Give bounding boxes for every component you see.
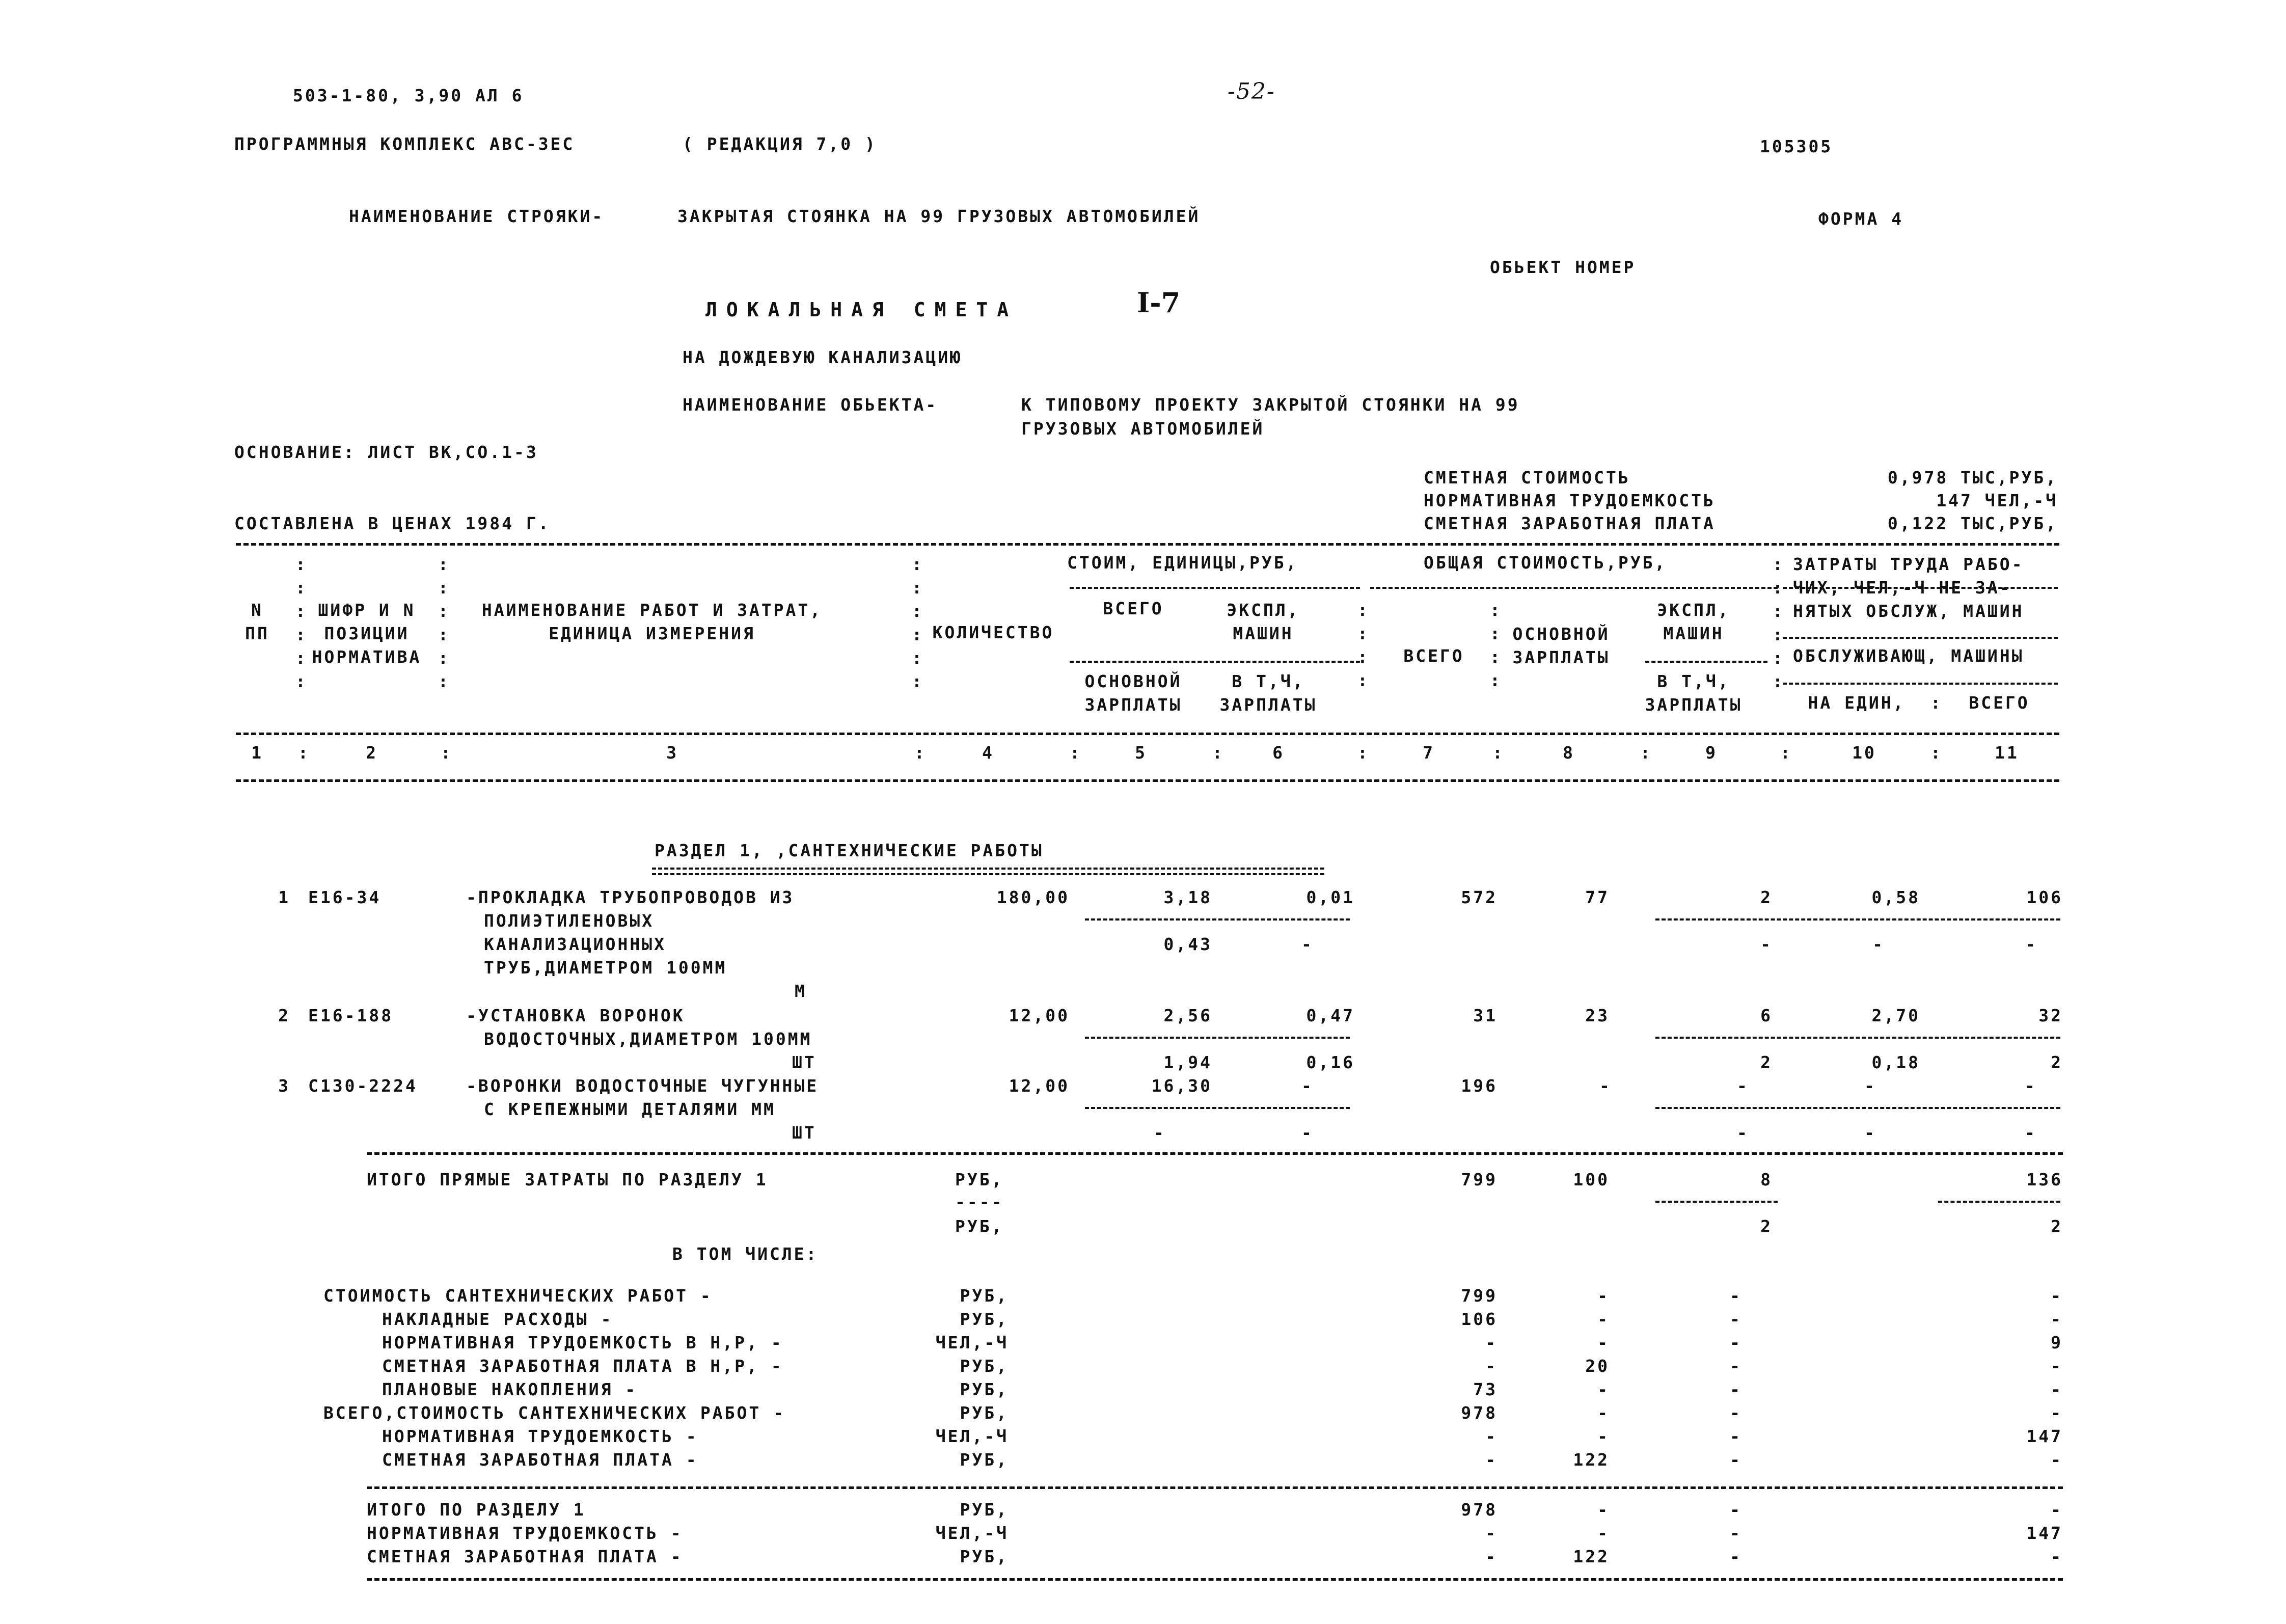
- object-label: НАИМЕНОВАНИЕ ОБЬЕКТА-: [683, 395, 938, 415]
- item-labor-per-unit: 2,70: [1871, 1006, 1920, 1025]
- row-machines: -: [1730, 1356, 1742, 1376]
- row-unit: ЧЕЛ,-Ч: [935, 1426, 1009, 1446]
- direct-total-machine-wages: 2: [1760, 1216, 1773, 1236]
- row-unit: РУБ,: [960, 1403, 1009, 1423]
- col-number: 10: [1852, 743, 1876, 763]
- col-number: 8: [1563, 743, 1575, 763]
- item-subrule: [1085, 1037, 1350, 1039]
- item-unit-total: 3,18: [1163, 887, 1212, 907]
- number-separators: :: [1357, 743, 1370, 763]
- item-labor-total: 106: [2026, 887, 2063, 907]
- row-wages: -: [1597, 1309, 1610, 1329]
- item-unit-machines: -: [1301, 1076, 1314, 1096]
- row-labor: 9: [2051, 1333, 2063, 1352]
- row-machines: -: [1730, 1379, 1742, 1399]
- row-wages: -: [1597, 1286, 1610, 1306]
- row-labor: -: [2051, 1286, 2063, 1306]
- direct-total-labor-machines: 2: [2051, 1216, 2063, 1236]
- row-label: ПЛАНОВЫЕ НАКОПЛЕНИЯ -: [382, 1379, 638, 1399]
- row-label: НОРМАТИВНАЯ ТРУДОЕМКОСТЬ -: [367, 1523, 683, 1543]
- item-code: С130-2224: [308, 1076, 418, 1096]
- item-name: С КРЕПЕЖНЫМИ ДЕТАЛЯМИ ММ: [484, 1099, 776, 1119]
- row-total: -: [1485, 1333, 1498, 1352]
- header-inner-rule: [1783, 637, 2058, 639]
- row-unit: РУБ,: [960, 1356, 1009, 1376]
- row-total: 978: [1461, 1500, 1498, 1520]
- item-code: Е16-34: [308, 887, 382, 907]
- row-wages: 122: [1573, 1547, 1610, 1566]
- col-number: 4: [982, 743, 994, 763]
- item-labor-per-unit: 0,58: [1871, 887, 1920, 907]
- row-total: -: [1485, 1426, 1498, 1446]
- header-inner-rule: [1070, 587, 1360, 589]
- item-quantity: 12,00: [1009, 1006, 1070, 1025]
- row-label: СТОИМОСТЬ САНТЕХНИЧЕСКИХ РАБОТ -: [323, 1286, 713, 1306]
- row-labor: -: [2051, 1403, 2063, 1423]
- row-wages: -: [1597, 1523, 1610, 1543]
- doc-code: 503-1-80, 3,90 АЛ 6: [293, 86, 524, 105]
- number-separators: :: [1780, 743, 1792, 763]
- item-subrule: [1655, 1107, 2060, 1109]
- col-header-unit-machines: ЭКСПЛ, МАШИН: [1227, 600, 1300, 643]
- item-quantity: 12,00: [1009, 1076, 1070, 1096]
- row-wages: -: [1597, 1379, 1610, 1399]
- col-header-unit-machine-wages: В Т,Ч, ЗАРПЛАТЫ: [1219, 671, 1317, 715]
- col-header-code: ШИФР И N ПОЗИЦИИ НОРМАТИВА: [312, 600, 422, 667]
- row-total: -: [1485, 1523, 1498, 1543]
- item-labor-total: 32: [2038, 1006, 2063, 1025]
- item-name: ПОЛИЭТИЛЕНОВЫХ: [484, 911, 655, 931]
- row-total: -: [1485, 1547, 1498, 1566]
- col-header-unit-cost: СТОИМ, ЕДИНИЦЫ,РУБ,: [1067, 553, 1298, 573]
- site-label: НАИМЕНОВАНИЕ СТРОЯКИ-: [349, 206, 605, 226]
- page-number: -52-: [1228, 78, 1275, 104]
- item-unit-machine-wages: -: [1301, 1123, 1314, 1143]
- header-separators: : : : : : :: [912, 554, 924, 691]
- row-machines: -: [1730, 1403, 1742, 1423]
- col-header-total: ВСЕГО: [1403, 646, 1464, 666]
- direct-total-unit-dash: ----: [955, 1192, 1004, 1212]
- col-header-labor-machines: ОБСЛУЖИВАЮЩ, МАШИНЫ: [1793, 646, 2024, 666]
- item-unit-total: 16,30: [1151, 1076, 1212, 1096]
- row-wages: 20: [1585, 1356, 1610, 1376]
- header-bottom-rule: [236, 733, 2059, 735]
- item-subrule: [1085, 918, 1350, 921]
- header-inner-rule: [1070, 661, 1360, 663]
- item-labor-machines-total: 2: [2051, 1052, 2063, 1072]
- row-unit: ЧЕЛ,-Ч: [935, 1333, 1009, 1352]
- row-machines: -: [1730, 1523, 1742, 1543]
- item-machine-wages: -: [1737, 1123, 1749, 1143]
- item-number: 2: [278, 1006, 290, 1025]
- item-labor-machines-per-unit: -: [1864, 1123, 1876, 1143]
- section-underline: [652, 873, 1324, 875]
- item-total: 572: [1461, 887, 1498, 907]
- row-wages: 122: [1573, 1450, 1610, 1470]
- row-machines: -: [1730, 1333, 1742, 1352]
- section-total-bottom-rule: [367, 1578, 2063, 1581]
- row-labor: -: [2051, 1450, 2063, 1470]
- item-name: -УСТАНОВКА ВОРОНОК: [466, 1006, 685, 1025]
- object-name-line1: К ТИПОВОМУ ПРОЕКТУ ЗАКРЫТОЙ СТОЯНКИ НА 99: [1021, 395, 1520, 415]
- header-top-rule: [236, 543, 2059, 546]
- row-wages: -: [1597, 1426, 1610, 1446]
- row-label: НАКЛАДНЫЕ РАСХОДЫ -: [382, 1309, 613, 1329]
- header-separators: : : : :: [1357, 600, 1370, 690]
- item-unit-machine-wages: -: [1301, 934, 1314, 954]
- row-machines: -: [1730, 1500, 1742, 1520]
- row-unit: РУБ,: [960, 1500, 1009, 1520]
- item-labor-machines-per-unit: 0,18: [1871, 1052, 1920, 1072]
- row-labor: 147: [2026, 1426, 2063, 1446]
- row-label: ИТОГО ПО РАЗДЕЛУ 1: [367, 1500, 586, 1520]
- item-unit-wages: -: [1154, 1123, 1166, 1143]
- item-unit-machines: 0,47: [1306, 1006, 1355, 1025]
- row-label: СМЕТНАЯ ЗАРАБОТНАЯ ПЛАТА В Н,Р, -: [382, 1356, 783, 1376]
- price-basis: СОСТАВЛЕНА В ЦЕНАХ 1984 Г.: [234, 513, 551, 533]
- item-total: 196: [1461, 1076, 1498, 1096]
- row-labor: -: [2051, 1547, 2063, 1566]
- row-unit: ЧЕЛ,-Ч: [935, 1523, 1009, 1543]
- item-labor-total: -: [2025, 1076, 2037, 1096]
- item-name: КАНАЛИЗАЦИОННЫХ: [484, 934, 667, 954]
- item-wages: 23: [1585, 1006, 1610, 1025]
- row-labor: -: [2051, 1500, 2063, 1520]
- item-unit: М: [795, 981, 807, 1001]
- including-label: В ТОМ ЧИСЛЕ:: [672, 1244, 819, 1264]
- header-separators: :: [1930, 693, 1943, 713]
- row-labor: -: [2051, 1379, 2063, 1399]
- document-title: ЛОКАЛЬНАЯ СМЕТА: [705, 299, 1018, 321]
- basis: ОСНОВАНИЕ: ЛИСТ ВК,СО.1-3: [234, 442, 538, 462]
- item-labor-machines-total: -: [2025, 1123, 2037, 1143]
- row-label: НОРМАТИВНАЯ ТРУДОЕМКОСТЬ -: [382, 1426, 698, 1446]
- header-separators: : : : : : :: [1773, 554, 1785, 691]
- items-bottom-rule: [367, 1152, 2063, 1155]
- col-header-quantity: КОЛИЧЕСТВО: [932, 622, 1054, 642]
- document-subtitle: НА ДОЖДЕВУЮ КАНАЛИЗАЦИЮ: [683, 347, 962, 367]
- item-labor-machines-per-unit: -: [1872, 934, 1885, 954]
- form-number: ФОРМА 4: [1818, 209, 1904, 229]
- row-total: 799: [1461, 1286, 1498, 1306]
- header-inner-rule: [1783, 683, 2058, 685]
- item-quantity: 180,00: [996, 887, 1070, 907]
- item-unit: ШТ: [792, 1052, 817, 1072]
- item-machines: -: [1737, 1076, 1749, 1096]
- summary-value: 0,978 ТЫС,РУБ,: [1887, 468, 2058, 488]
- document-id: 105305: [1760, 137, 1833, 156]
- summary-label: СМЕТНАЯ ЗАРАБОТНАЯ ПЛАТА: [1424, 513, 1716, 533]
- col-number: 3: [666, 743, 678, 763]
- number-separators: :: [1212, 743, 1224, 763]
- row-wages: -: [1597, 1333, 1610, 1352]
- item-unit: ШТ: [792, 1123, 817, 1143]
- direct-total-sum: 799: [1461, 1170, 1498, 1189]
- item-unit-machine-wages: 0,16: [1306, 1052, 1355, 1072]
- col-header-total-machine-wages: В Т,Ч, ЗАРПЛАТЫ: [1645, 671, 1743, 715]
- row-label: СМЕТНАЯ ЗАРАБОТНАЯ ПЛАТА -: [382, 1450, 698, 1470]
- col-header-per-unit: НА ЕДИН,: [1808, 693, 1906, 713]
- program-edition: ( РЕДАКЦИЯ 7,0 ): [683, 134, 877, 154]
- direct-total-machines: 8: [1760, 1170, 1773, 1189]
- item-unit-wages: 1,94: [1163, 1052, 1212, 1072]
- item-unit-wages: 0,43: [1163, 934, 1212, 954]
- item-name: -ПРОКЛАДКА ТРУБОПРОВОДОВ ИЗ: [466, 887, 795, 907]
- col-number: 2: [366, 743, 378, 763]
- program-name: ПРОГРАММНЫЯ КОМПЛЕКС АВС-3ЕС: [234, 134, 575, 154]
- row-label: СМЕТНАЯ ЗАРАБОТНАЯ ПЛАТА -: [367, 1547, 683, 1566]
- direct-total-wages: 100: [1573, 1170, 1610, 1189]
- row-total: -: [1485, 1450, 1498, 1470]
- header-separators: : : : : : :: [295, 554, 308, 691]
- item-machines: 2: [1760, 887, 1773, 907]
- row-total: 73: [1473, 1379, 1498, 1399]
- direct-total-subrule: [1655, 1201, 1778, 1203]
- row-total: 978: [1461, 1403, 1498, 1423]
- breakdown-bottom-rule: [367, 1486, 2063, 1489]
- row-machines: -: [1730, 1286, 1742, 1306]
- section-title: РАЗДЕЛ 1, ,САНТЕХНИЧЕСКИЕ РАБОТЫ: [655, 841, 1044, 860]
- row-machines: -: [1730, 1450, 1742, 1470]
- item-labor-per-unit: -: [1864, 1076, 1876, 1096]
- direct-total-subrule: [1938, 1201, 2060, 1203]
- item-name: ТРУБ,ДИАМЕТРОМ 100ММ: [484, 958, 727, 978]
- row-label: НОРМАТИВНАЯ ТРУДОЕМКОСТЬ В Н,Р, -: [382, 1333, 783, 1352]
- col-header-total-machines: ЭКСПЛ, МАШИН: [1657, 600, 1730, 643]
- item-unit-machines: 0,01: [1306, 887, 1355, 907]
- row-labor: 147: [2026, 1523, 2063, 1543]
- col-number: 7: [1423, 743, 1435, 763]
- col-header-labor: ЗАТРАТЫ ТРУДА РАБО- ЧИХ, ЧЕЛ,-Ч НЕ ЗА- НЯТЫХ ОБСЛУЖ, МАШИН: [1793, 554, 2024, 621]
- item-code: Е16-188: [308, 1006, 394, 1025]
- item-wages: 77: [1585, 887, 1610, 907]
- number-separators: :: [1492, 743, 1505, 763]
- item-wages: -: [1599, 1076, 1612, 1096]
- summary-value: 0,122 ТЫС,РУБ,: [1887, 513, 2058, 533]
- number-separators: :: [298, 743, 310, 763]
- number-separators: :: [1640, 743, 1652, 763]
- item-number: 3: [278, 1076, 290, 1096]
- row-unit: РУБ,: [960, 1379, 1009, 1399]
- col-header-work-name: НАИМЕНОВАНИЕ РАБОТ И ЗАТРАТ, ЕДИНИЦА ИЗМЕРЕНИЯ: [481, 600, 823, 643]
- header-separators: : : : : : :: [438, 554, 450, 691]
- row-total: -: [1485, 1356, 1498, 1376]
- col-number: 9: [1705, 743, 1718, 763]
- row-label: ВСЕГО,СТОИМОСТЬ САНТЕХНИЧЕСКИХ РАБОТ -: [323, 1403, 785, 1423]
- col-number: 11: [1995, 743, 2019, 763]
- col-header-unit-total: ВСЕГО: [1103, 599, 1164, 618]
- item-subrule: [1655, 1037, 2060, 1039]
- row-labor: -: [2051, 1309, 2063, 1329]
- row-labor: -: [2051, 1356, 2063, 1376]
- header-inner-rule: [1645, 661, 1767, 663]
- direct-total-labor: 136: [2026, 1170, 2063, 1189]
- item-name: -ВОРОНКИ ВОДОСТОЧНЫЕ ЧУГУННЫЕ: [466, 1076, 819, 1096]
- row-machines: -: [1730, 1426, 1742, 1446]
- item-unit-total: 2,56: [1163, 1006, 1212, 1025]
- item-machine-wages: 2: [1760, 1052, 1773, 1072]
- object-name-line2: ГРУЗОВЫХ АВТОМОБИЛЕЙ: [1021, 419, 1265, 439]
- col-number: 6: [1272, 743, 1285, 763]
- row-unit: РУБ,: [960, 1286, 1009, 1306]
- col-header-total-wages: ОСНОВНОЙ ЗАРПЛАТЫ: [1512, 624, 1610, 667]
- item-name: ВОДОСТОЧНЫХ,ДИАМЕТРОМ 100ММ: [484, 1029, 812, 1049]
- col-header-total-cost: ОБЩАЯ СТОИМОСТЬ,РУБ,: [1424, 553, 1667, 573]
- col-header-unit-wages: ОСНОВНОЙ ЗАРПЛАТЫ: [1084, 671, 1182, 715]
- direct-total-unit: РУБ,: [955, 1170, 1004, 1189]
- row-total: 106: [1461, 1309, 1498, 1329]
- number-separators: :: [1070, 743, 1082, 763]
- row-unit: РУБ,: [960, 1450, 1009, 1470]
- summary-label: СМЕТНАЯ СТОИМОСТЬ: [1424, 468, 1630, 488]
- section-underline: [652, 868, 1324, 870]
- col-number: 1: [251, 743, 263, 763]
- number-separators: :: [914, 743, 927, 763]
- item-subrule: [1085, 1107, 1350, 1109]
- row-wages: -: [1597, 1500, 1610, 1520]
- summary-label: НОРМАТИВНАЯ ТРУДОЕМКОСТЬ: [1424, 491, 1716, 510]
- direct-total-label: ИТОГО ПРЯМЫЕ ЗАТРАТЫ ПО РАЗДЕЛУ 1: [367, 1170, 768, 1189]
- item-total: 31: [1473, 1006, 1498, 1025]
- site-name: ЗАКРЫТАЯ СТОЯНКА НА 99 ГРУЗОВЫХ АВТОМОБИЛЕЙ: [677, 206, 1201, 226]
- number-separators: :: [441, 743, 453, 763]
- col-header-labor-total: ВСЕГО: [1969, 693, 2030, 713]
- item-labor-machines-total: -: [2025, 934, 2037, 954]
- summary-value: 147 ЧЕЛ,-Ч: [1936, 491, 2058, 510]
- col-number: 5: [1135, 743, 1147, 763]
- col-header-number: N ПП: [245, 600, 269, 643]
- header-inner-rule: [1370, 587, 1778, 589]
- row-machines: -: [1730, 1309, 1742, 1329]
- object-number-label: ОБЬЕКТ НОМЕР: [1490, 257, 1636, 277]
- item-machine-wages: -: [1760, 934, 1773, 954]
- item-subrule: [1655, 918, 2060, 921]
- item-machines: 6: [1760, 1006, 1773, 1025]
- row-wages: -: [1597, 1403, 1610, 1423]
- row-machines: -: [1730, 1547, 1742, 1566]
- numbers-bottom-rule: [236, 779, 2059, 782]
- item-number: 1: [278, 887, 290, 907]
- document-title-number: I-7: [1137, 286, 1181, 319]
- header-inner-rule: [1783, 587, 2058, 589]
- number-separators: :: [1930, 743, 1943, 763]
- direct-total-unit: РУБ,: [955, 1216, 1004, 1236]
- row-unit: РУБ,: [960, 1547, 1009, 1566]
- header-separators: : : : :: [1490, 600, 1502, 690]
- row-unit: РУБ,: [960, 1309, 1009, 1329]
